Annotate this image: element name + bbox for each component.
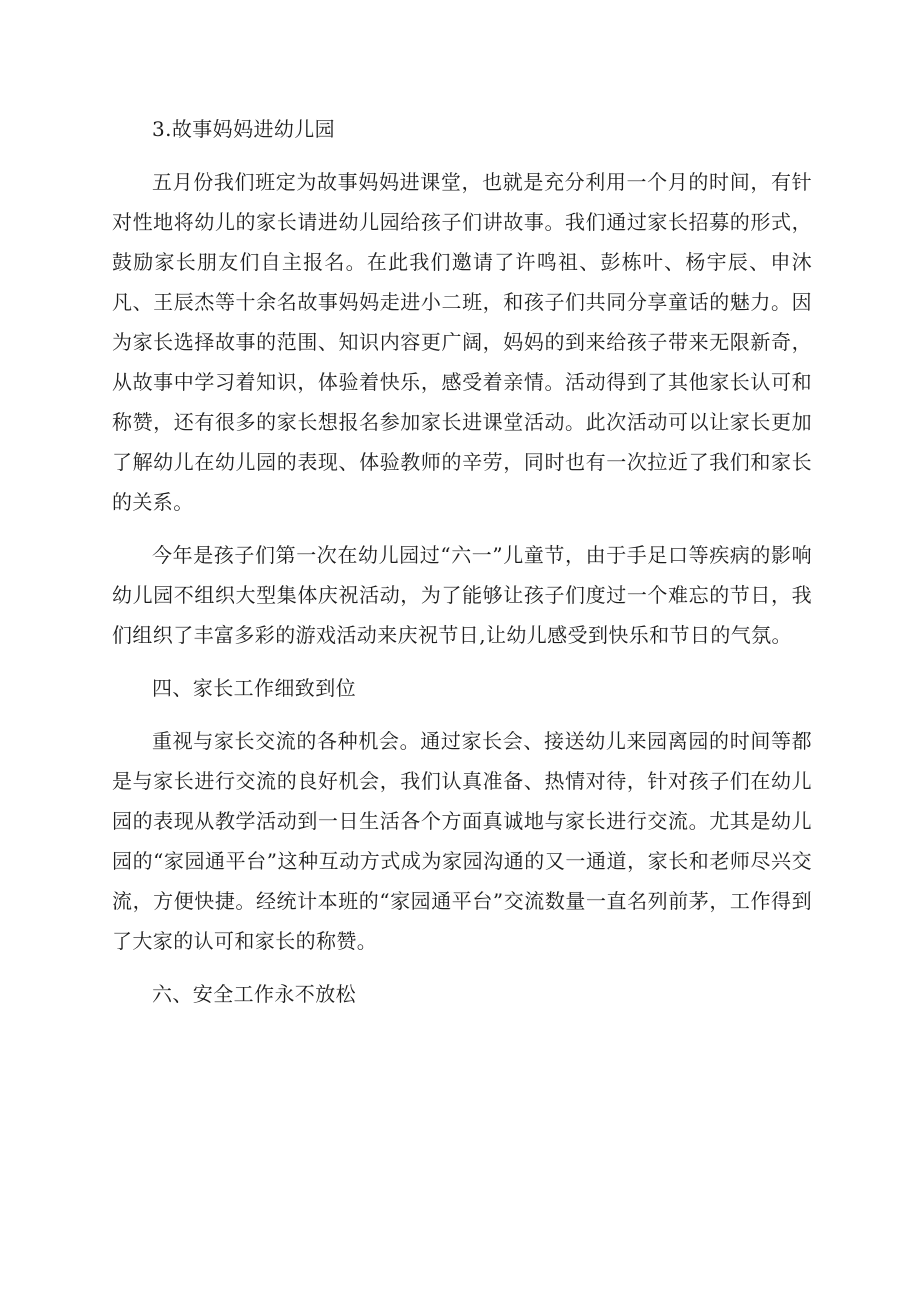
paragraph-childrens-day: 今年是孩子们第一次在幼儿园过“六一”儿童节，由于手足口等疾病的影响幼儿园不组织大型集体庆祝活动，为了能够让孩子们度过一个难忘的节日，我们组织了丰富多彩的游戏活动来庆祝节日,让幼儿感受到快乐和节日的气氛。 [112, 543, 812, 647]
section-heading-story-moms: 3.故事妈妈进幼儿园 [152, 117, 336, 141]
section-heading-parent-work: 四、家长工作细致到位 [152, 676, 356, 700]
document-body [112, 109, 812, 1027]
paragraph-parent-work: 重视与家长交流的各种机会。通过家长会、接送幼儿来园离园的时间等都是与家长进行交流的良好机会，我们认真准备、热情对待，针对孩子们在幼儿园的表现从教学活动到一日生活各个方面真诚地与家长进行交流。尤其是幼儿园的“家园通平台”这种互动方式成为家园沟通的又一通道，家长和老师尽兴交流，方便快捷。经统计本班的“家园通平台”交流数量一直名列前茅，工作得到了大家的认可和家长的称赞。 [112, 729, 812, 953]
section-heading-safety: 六、安全工作永不放松 [152, 982, 356, 1006]
paragraph-story-moms: 五月份我们班定为故事妈妈进课堂，也就是充分利用一个月的时间，有针对性地将幼儿的家长请进幼儿园给孩子们讲故事。我们通过家长招募的形式，鼓励家长朋友们自主报名。在此我们邀请了许鸣祖、彭栋叶、杨宇辰、申沐凡、王辰杰等十余名故事妈妈走进小二班，和孩子们共同分享童话的魅力。因为家长选择故事的范围、知识内容更广阔，妈妈的到来给孩子带来无限新奇，从故事中学习着知识，体验着快乐，感受着亲情。活动得到了其他家长认可和称赞，还有很多的家长想报名参加家长进课堂活动。此次活动可以让家长更加了解幼儿在幼儿园的表现、体验教师的辛劳，同时也有一次拉近了我们和家长的关系。 [112, 170, 812, 514]
